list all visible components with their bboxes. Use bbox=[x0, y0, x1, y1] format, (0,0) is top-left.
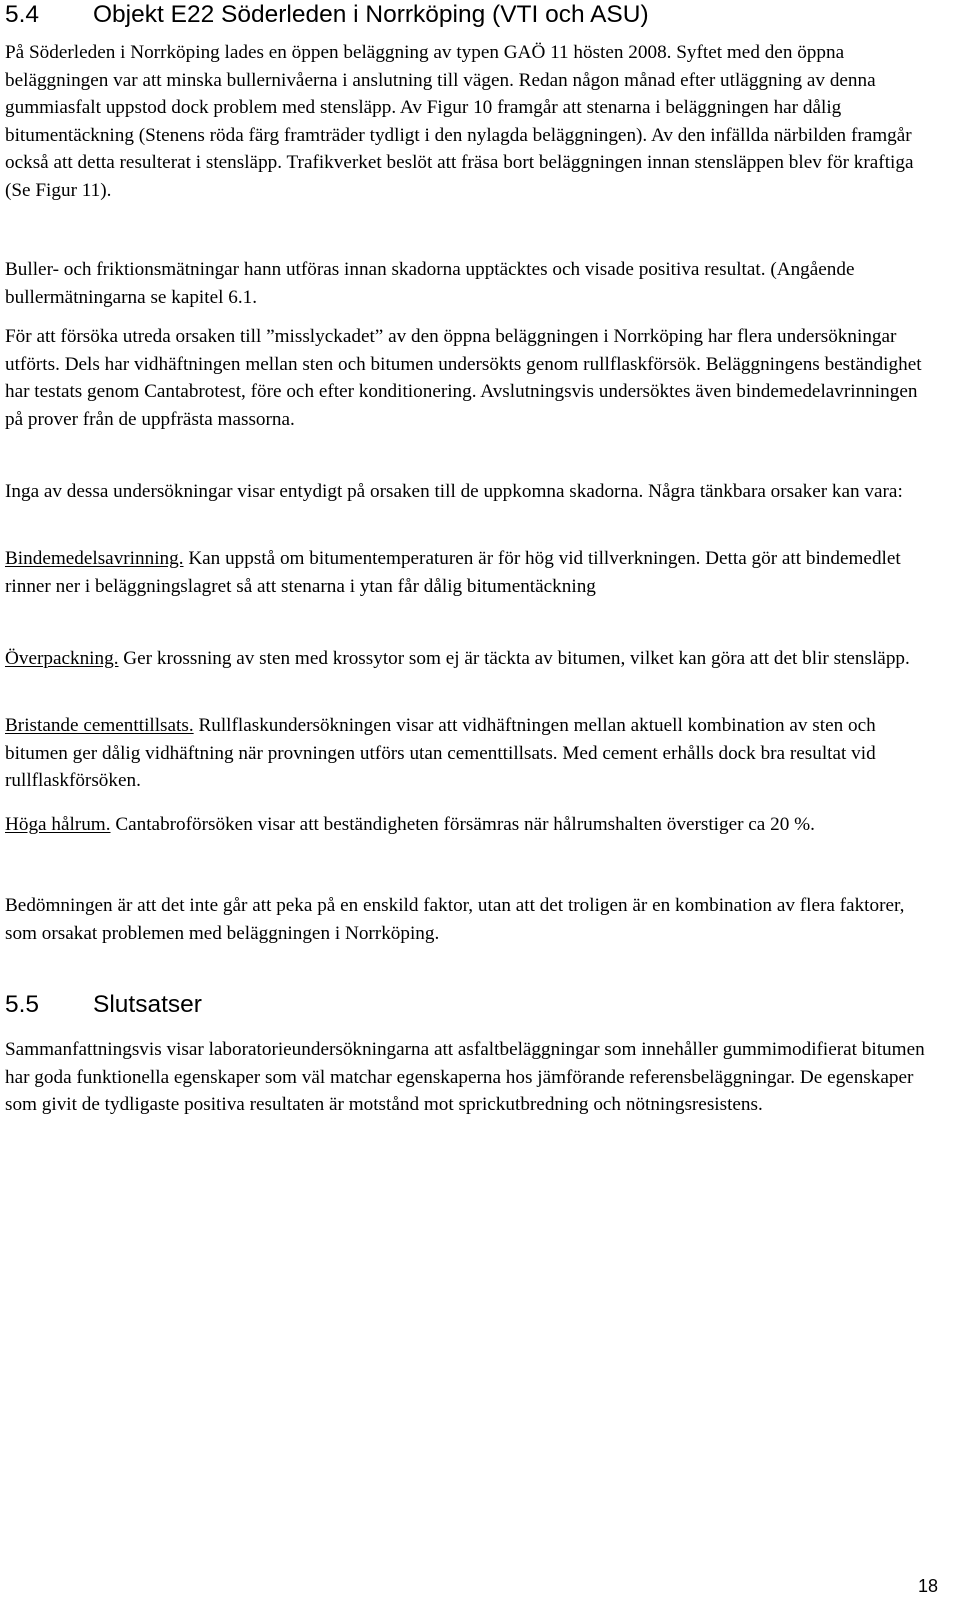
paragraph-possible-causes bbox=[5, 478, 935, 506]
paragraph-investigations bbox=[5, 323, 935, 433]
cause-item bbox=[5, 645, 935, 673]
paragraph-measurements bbox=[5, 256, 935, 311]
paragraph-text: Sammanfattningsvis visar laboratorieundersökningarna att asfaltbeläggningar som innehåller gummimodifierat bitumen har goda funktionella egenskaper som väl matchar egenskaperna hos jämförande referensbeläggningar. De egenskaper som givit de tydligaste positiva resultaten är motstånd mot sprickutbredning och nötningsresistens. bbox=[5, 1039, 925, 1115]
paragraph-text: För att försöka utreda orsaken till ”misslyckadet” av den öppna beläggningen i Norrköping har flera undersökningar utförts. Dels har vidhäftningen mellan sten och bitumen undersökts genom rullflaskförsök. Beläggningens beständighet har testats genom Cantabrotest, före och efter konditionering. Avslutningsvis undersöktes även bindemedelavrinningen på prover från de uppfrästa massorna. bbox=[5, 326, 922, 430]
cause-item bbox=[5, 712, 935, 795]
section-heading-5-5 bbox=[5, 991, 202, 1019]
cause-text: Ger krossning av sten med krossytor som ej är täckta av bitumen, vilket kan göra att det blir stensläpp. bbox=[118, 648, 910, 669]
paragraph-conclusions bbox=[5, 1036, 935, 1119]
cause-text: Rullflaskundersökningen visar att vidhäftningen mellan aktuell kombination av sten och bitumen ger dålig vidhäftning när provningen utförs utan cementtillsats. Med cement erhålls dock bra resultat vid rullflaskförsöken. bbox=[5, 715, 876, 791]
cause-paragraph bbox=[5, 645, 935, 673]
cause-paragraph bbox=[5, 811, 935, 839]
page-number: 18 bbox=[917, 1576, 938, 1596]
paragraph-text: Bedömningen är att det inte går att peka på en enskild faktor, utan att det troligen är en kombination av flera faktorer, som orsakat problemen med beläggningen i Norrköping. bbox=[5, 895, 905, 944]
section-number: 5.5 bbox=[5, 991, 40, 1018]
section-title: Objekt E22 Söderleden i Norrköping (VTI och ASU) bbox=[93, 1, 649, 28]
paragraph-text: Inga av dessa undersökningar visar entydigt på orsaken till de uppkomna skadorna. Några tänkbara orsaker kan vara: bbox=[5, 481, 903, 502]
cause-item bbox=[5, 811, 935, 839]
cause-text: Cantabroförsöken visar att beständigheten försämras när hålrumshalten överstiger ca 20 %. bbox=[110, 814, 815, 835]
paragraph-assessment bbox=[5, 892, 935, 947]
paragraph-text: På Söderleden i Norrköping lades en öppen beläggning av typen GAÖ 11 hösten 2008. Syftet med den öppna beläggningen var att minska bullernivåerna i anslutning till vägen. Redan någon månad efter utläggning av denna gummiasfalt uppstod dock problem med stensläpp. Av Figur 10 framgår att stenarna i beläggningen har dålig bitumentäckning (Stenens röda färg framträder tydligt i den nylagda beläggningen). Av den infällda närbilden framgår också att detta resulterat i stensläpp. Trafikverket beslöt att fräsa bort beläggningen innan stensläppen blev för kraftiga (Se Figur 11). bbox=[5, 42, 914, 201]
section-number: 5.4 bbox=[5, 1, 40, 28]
cause-item bbox=[5, 545, 935, 600]
paragraph-text: Buller- och friktionsmätningar hann utföras innan skadorna upptäcktes och visade positiva resultat. (Angående bullermätningarna se kapitel 6.1. bbox=[5, 259, 855, 308]
cause-term: Bindemedelsavrinning. bbox=[5, 548, 184, 569]
cause-text: Kan uppstå om bitumentemperaturen är för hög vid tillverkningen. Detta gör att bindemedlet rinner ner i beläggningslagret så att stenarna i ytan får dålig bitumentäckning bbox=[5, 548, 901, 597]
cause-paragraph bbox=[5, 545, 935, 600]
cause-term: Höga hålrum. bbox=[5, 814, 111, 835]
section-title: Slutsatser bbox=[93, 991, 202, 1018]
paragraph-intro bbox=[5, 39, 935, 204]
cause-term: Bristande cementtillsats. bbox=[5, 715, 194, 736]
cause-term: Överpackning. bbox=[5, 648, 119, 669]
cause-paragraph bbox=[5, 712, 935, 795]
section-heading-5-4 bbox=[5, 1, 935, 29]
